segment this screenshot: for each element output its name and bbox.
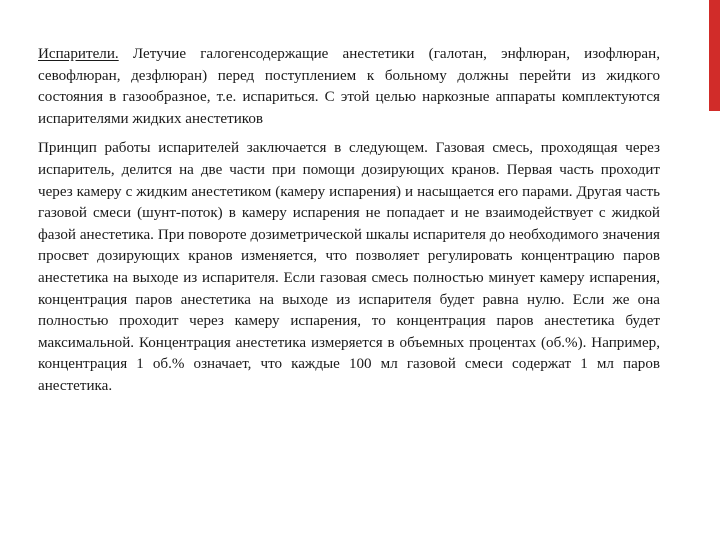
paragraph-intro-text: Летучие галогенсодержащие анестетики (галотан, энфлюран, изофлюран, севофлюран, дезфлюран) перед поступлением к больному должны перейти из жидкого состояния в газообразное, т.е. испариться. С этой целью наркозные аппараты комплектуются испарителями жидких анестетиков xyxy=(38,46,660,127)
slide-content xyxy=(38,44,660,398)
paragraph-operating-principle: Принцип работы испарителей заключается в следующем. Газовая смесь, проходящая через испаритель, делится на две части при помощи дозирующих кранов. Первая часть проходит через камеру с жидким анестетиком (камеру испарения) и насыщается его парами. Другая часть газовой смеси (шунт-поток) в камеру испарения не попадает и не взаимодействует с жидкой фазой анестетика. При повороте дозиметрической шкалы испарителя до необходимого значения просвет дозирующих кранов изменяется, что позволяет регулировать концентрацию паров анестетика на выходе из испарителя. Если газовая смесь полностью минует камеру испарения, концентрация паров анестетика на выходе из испарителя будет равна нулю. Если же она полностью проходит через камеру испарения, то концентрация паров анестетика будет максимальной. Концентрация анестетика измеряется в объемных процентах (об.%). Например, концентрация 1 об.% означает, что каждые 100 мл газовой смеси содержат 1 мл паров анестетика. xyxy=(38,140,660,394)
accent-bar xyxy=(709,0,720,111)
term-vaporizers: Испарители. xyxy=(38,46,119,62)
paragraph-vaporizers-intro xyxy=(38,44,660,130)
